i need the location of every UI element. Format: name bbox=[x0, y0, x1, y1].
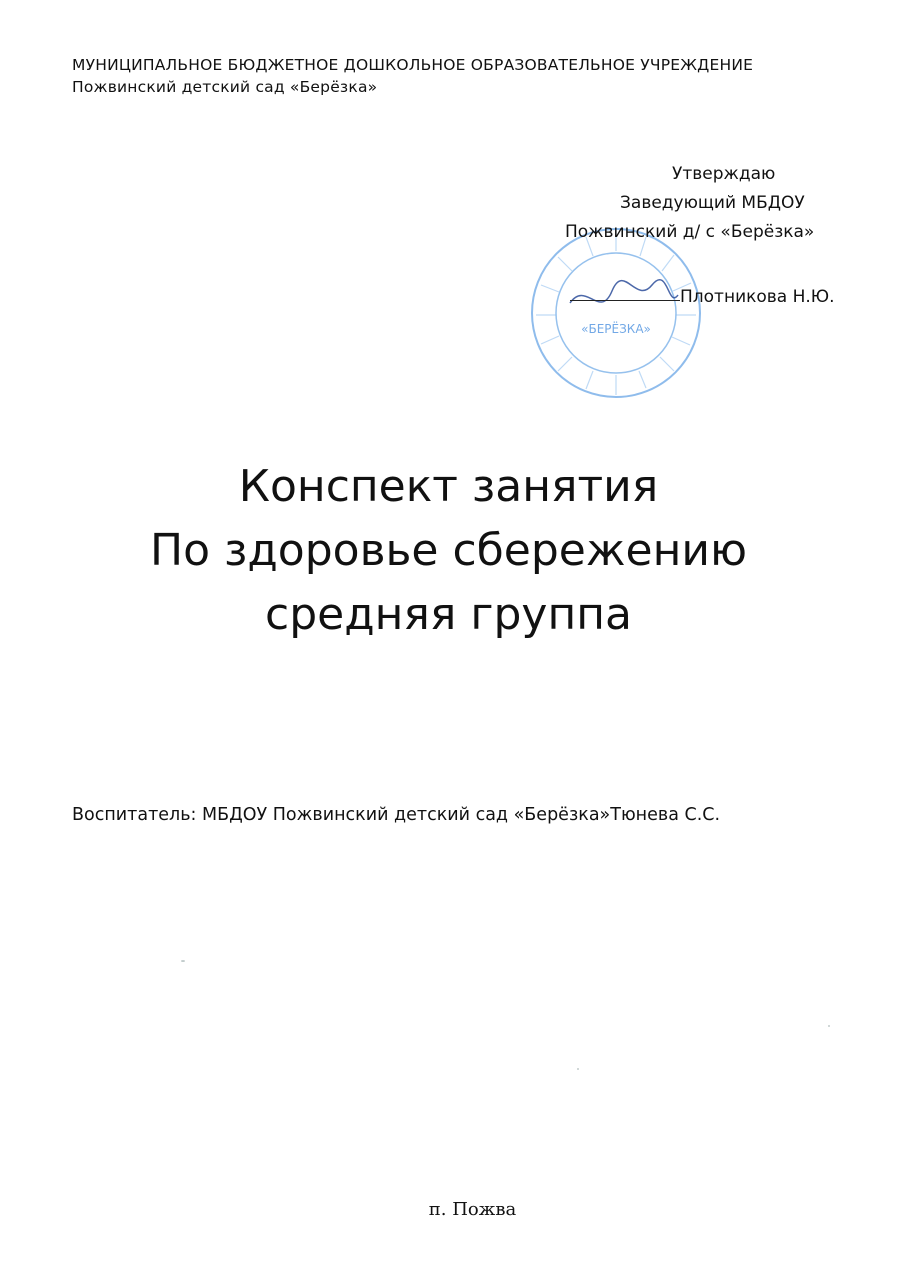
approval-institution: Пожвинский д/ с «Берёзка» bbox=[565, 222, 815, 242]
kindergarten-name: Пожвинский детский сад «Берёзка» bbox=[72, 78, 378, 96]
scan-speck bbox=[181, 960, 185, 962]
seal-stamp bbox=[528, 225, 704, 401]
scan-speck bbox=[577, 1068, 579, 1070]
director-name: Плотникова Н.Ю. bbox=[680, 287, 835, 307]
scan-speck bbox=[828, 1025, 830, 1027]
title-line-2: По здоровье сбережению bbox=[149, 525, 747, 576]
place-name: п. Пожва bbox=[428, 1199, 517, 1220]
document-title bbox=[0, 455, 897, 647]
title-line-1: Конспект занятия bbox=[238, 461, 659, 512]
organization-header bbox=[72, 54, 892, 98]
signature-line bbox=[570, 300, 680, 301]
approval-heading: Утверждаю bbox=[672, 164, 776, 184]
title-line-3: средняя группа bbox=[265, 589, 632, 640]
organization-name: МУНИЦИПАЛЬНОЕ БЮДЖЕТНОЕ ДОШКОЛЬНОЕ ОБРАЗОВАТЕЛЬНОЕ УЧРЕЖДЕНИЕ bbox=[72, 56, 754, 74]
approval-position: Заведующий МБДОУ bbox=[620, 193, 805, 213]
stamp-inner-text: «БЕРЁЗКА» bbox=[581, 322, 651, 336]
teacher-line: Воспитатель: МБДОУ Пожвинский детский сад «Берёзка»Тюнева С.С. bbox=[72, 805, 721, 825]
